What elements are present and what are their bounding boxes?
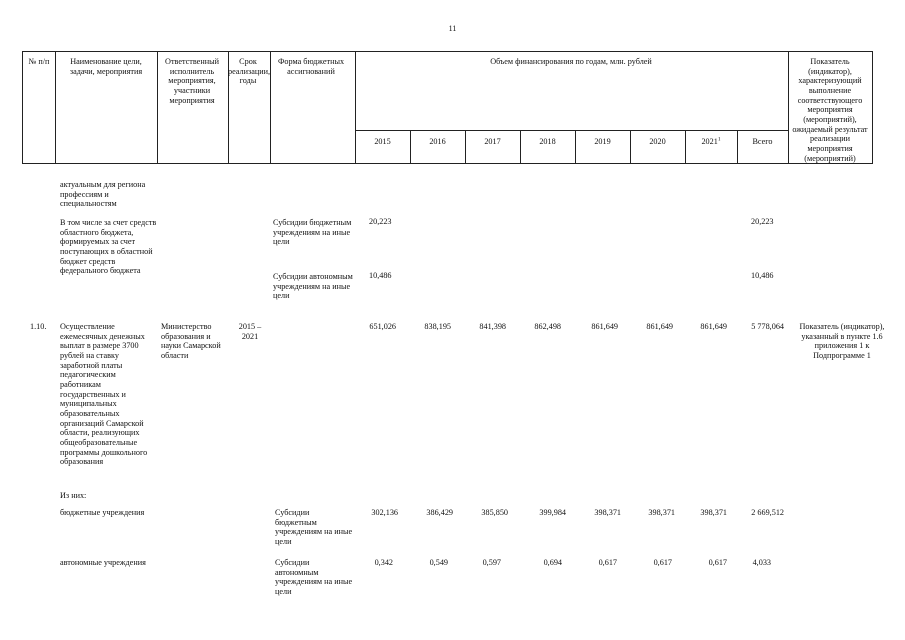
of-which-label: Из них: [60,491,87,500]
header-name: Наименование цели, задачи, мероприятия [69,57,143,76]
row4-value-2019: 0,617 [598,558,617,567]
row1-form-b: Субсидии автономным учреждениям на иные цели [273,272,353,301]
year-2019: 2019 [594,137,611,146]
row2-num: 1.10. [30,322,47,331]
row1-value-a: 20,223 [369,217,392,226]
row4-value-2020: 0,617 [653,558,672,567]
row4-value-2016: 0,549 [429,558,448,567]
row3-value-2021: 398,371 [700,508,727,517]
footnote-mark: 1 [717,136,721,143]
row4-value-2021: 0,617 [708,558,727,567]
row2-total: 5 778,064 [751,322,784,331]
row2-value-2020: 861,649 [646,322,673,331]
year-2020: 2020 [649,137,666,146]
row3-form: Субсидии бюджетным учреждениям на иные цели [275,508,353,547]
row1-total-b: 10,486 [751,271,774,280]
header-responsible: Ответственный исполнитель мероприятия, участники мероприятия [165,57,219,105]
header-num: № п/п [28,57,50,66]
header-indicator: Показатель (индикатор), характеризующий выполнение соответствующего мероприятия (мероприятий), ожидаемый результат реализации мероприятия (мероприятий) [792,57,868,163]
row3-value-2018: 399,984 [539,508,566,517]
year-total: Всего [752,137,773,146]
row4-form: Субсидии автономным учреждениям на иные цели [275,558,353,597]
row4-name: автономные учреждения [60,558,146,567]
row2-value-2021: 861,649 [700,322,727,331]
year-2015: 2015 [374,137,391,146]
row1-name: В том числе за счет средств областного бюджета, формируемых за счет поступающих в областной бюджет средств федерального бюджета [60,218,157,276]
row3-value-2016: 386,429 [426,508,453,517]
row4-value-2015: 0,342 [374,558,393,567]
row2-name: Осуществление ежемесячных денежных выплат в размере 3700 рублей на ставку заработной платы педагогическим работникам государственных и муниципальных образовательных организаций Самарской области, реализующих общеобразовательные программы дошкольного образования [60,322,148,467]
row2-term: 2015 – 2021 [238,322,262,341]
row3-name: бюджетные учреждения [60,508,145,517]
year-2017: 2017 [484,137,501,146]
header-financing: Объем финансирования по годам, млн. рублей [490,57,652,66]
row3-value-2020: 398,371 [648,508,675,517]
header-form: Форма бюджетных ассигнований [277,57,345,76]
header-term: Срок реализации, годы [228,57,271,86]
row2-value-2018: 862,498 [534,322,561,331]
row1-value-b: 10,486 [369,271,392,280]
row2-value-2016: 838,195 [424,322,451,331]
row2-indicator: Показатель (индикатор), указанный в пункте 1.6 приложения 1 к Подпрограмме 1 [799,322,885,361]
row3-value-2015: 302,136 [371,508,398,517]
row2-value-2019: 861,649 [591,322,618,331]
page-number: 11 [448,24,457,33]
row4-value-2018: 0,694 [543,558,562,567]
year-2016: 2016 [429,137,446,146]
row2-responsible: Министерство образования и науки Самарской области [161,322,221,361]
row4-total: 4,033 [752,558,771,567]
row1-form-a: Субсидии бюджетным учреждениям на иные цели [273,218,352,247]
row1-total-a: 20,223 [751,217,774,226]
row3-value-2019: 398,371 [594,508,621,517]
row4-value-2017: 0,597 [482,558,501,567]
row3-total: 2 669,512 [751,508,784,517]
year-2021: 2021$^1$ [701,136,721,146]
year-2018: 2018 [539,137,556,146]
row2-value-2017: 841,398 [479,322,506,331]
row2-value-2015: 651,026 [369,322,396,331]
row0-name: актуальным для региона профессиям и специальностям [60,180,146,209]
row3-value-2017: 385,850 [481,508,508,517]
